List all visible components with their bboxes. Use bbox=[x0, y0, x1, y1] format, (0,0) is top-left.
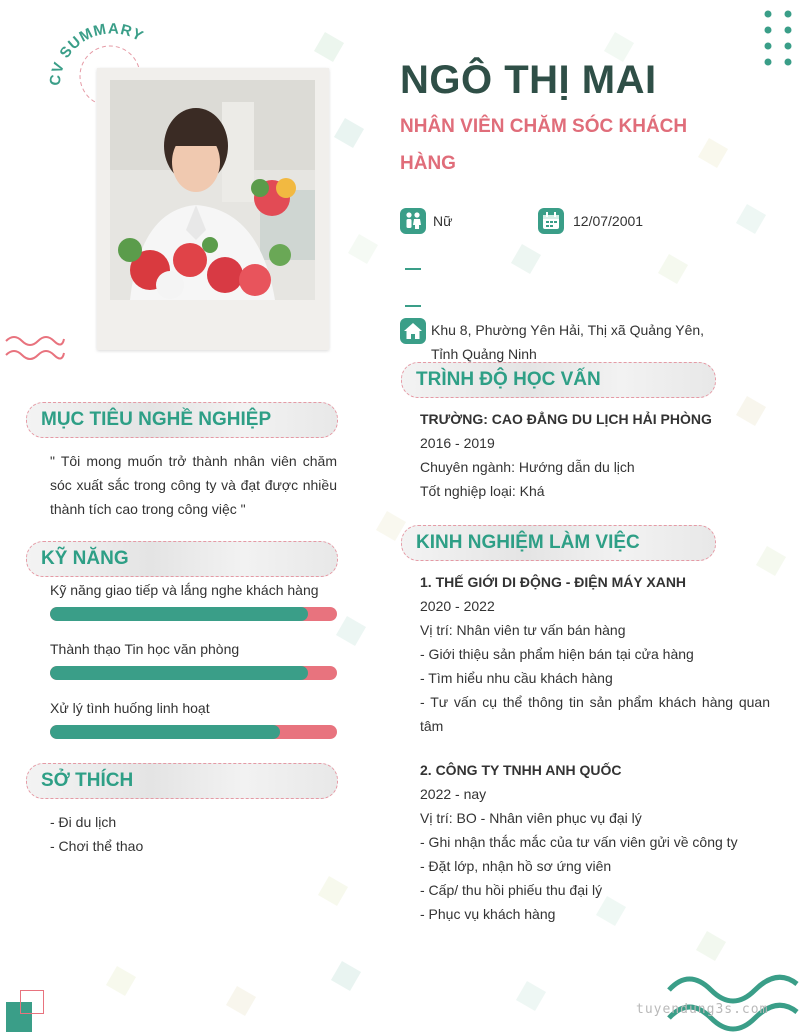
skill-bar bbox=[50, 607, 337, 621]
candidate-name: NGÔ THỊ MAI bbox=[400, 58, 657, 102]
job-task: - Ghi nhận thắc mắc của tư vấn viên gửi về công ty bbox=[420, 834, 738, 850]
education-heading: TRÌNH ĐỘ HỌC VẤN bbox=[401, 362, 716, 398]
education-major: Chuyên ngành: Hướng dẫn du lịch bbox=[420, 459, 635, 475]
job-company: 1. THẾ GIỚI DI ĐỘNG - ĐIỆN MÁY XANH bbox=[420, 574, 687, 590]
job-title: NHÂN VIÊN CHĂM SÓC KHÁCH HÀNG bbox=[400, 116, 688, 174]
wave-decoration bbox=[4, 333, 66, 365]
skill-label: Thành thạo Tin học văn phòng bbox=[50, 641, 240, 657]
education-period: 2016 - 2019 bbox=[420, 435, 495, 451]
education-school: TRƯỜNG: CAO ĐẲNG DU LỊCH HẢI PHÒNG bbox=[420, 411, 712, 427]
gender-icon bbox=[400, 208, 426, 234]
objective-heading: MỤC TIÊU NGHỀ NGHIỆP bbox=[26, 402, 338, 438]
badge-text: CV SUMMARY bbox=[46, 20, 147, 87]
skill-bar bbox=[50, 725, 337, 739]
experience-heading: KINH NGHIỆM LÀM VIỆC bbox=[401, 525, 716, 561]
job-task: - Giới thiệu sản phẩm hiện bán tại cửa hàng bbox=[420, 646, 694, 662]
objective-text: " Tôi mong muốn trở thành nhân viên chăm sóc xuất sắc trong công ty và đạt được nhiều thành tích cao trong công việc " bbox=[50, 453, 337, 517]
hobbies-heading: SỞ THÍCH bbox=[26, 763, 338, 799]
job-period: 2020 - 2022 bbox=[420, 598, 495, 614]
hobby-item: - Chơi thể thao bbox=[50, 838, 144, 854]
job-task: - Phục vụ khách hàng bbox=[420, 906, 556, 922]
hobby-item: - Đi du lịch bbox=[50, 814, 117, 830]
education-grade: Tốt nghiệp loại: Khá bbox=[420, 483, 545, 499]
job-period: 2022 - nay bbox=[420, 786, 487, 802]
job-task: - Đặt lớp, nhận hồ sơ ứng viên bbox=[420, 858, 612, 874]
job-task: - Cấp/ thu hồi phiếu thu đại lý bbox=[420, 882, 603, 898]
avatar bbox=[110, 80, 315, 300]
divider bbox=[405, 268, 421, 270]
job-company: 2. CÔNG TY TNHH ANH QUỐC bbox=[420, 762, 622, 778]
corner-outline-decoration bbox=[20, 990, 44, 1014]
skills-heading: KỸ NĂNG bbox=[26, 541, 338, 577]
birthdate-value: 12/07/2001 bbox=[573, 213, 644, 229]
address-value: Khu 8, Phường Yên Hải, Thị xã Quảng Yên, Tỉnh Quảng Ninh bbox=[431, 322, 705, 362]
calendar-icon bbox=[538, 208, 564, 234]
skill-bar bbox=[50, 666, 337, 680]
gender-value: Nữ bbox=[433, 213, 453, 229]
skill-label: Kỹ năng giao tiếp và lắng nghe khách hàng bbox=[50, 582, 319, 598]
home-icon bbox=[400, 318, 426, 344]
watermark: tuyendung3s.com bbox=[636, 1002, 769, 1017]
dots-decoration bbox=[758, 6, 798, 76]
job-position: Vị trí: BO - Nhân viên phục vụ đại lý bbox=[420, 810, 642, 826]
skill-label: Xử lý tình huống linh hoạt bbox=[50, 700, 210, 716]
wave-decoration bbox=[665, 968, 800, 1032]
job-task: - Tư vấn cụ thể thông tin sản phẩm khách hàng quan tâm bbox=[420, 694, 770, 734]
job-position: Vị trí: Nhân viên tư vấn bán hàng bbox=[420, 622, 626, 638]
job-task: - Tìm hiểu nhu cầu khách hàng bbox=[420, 670, 613, 686]
divider bbox=[405, 305, 421, 307]
